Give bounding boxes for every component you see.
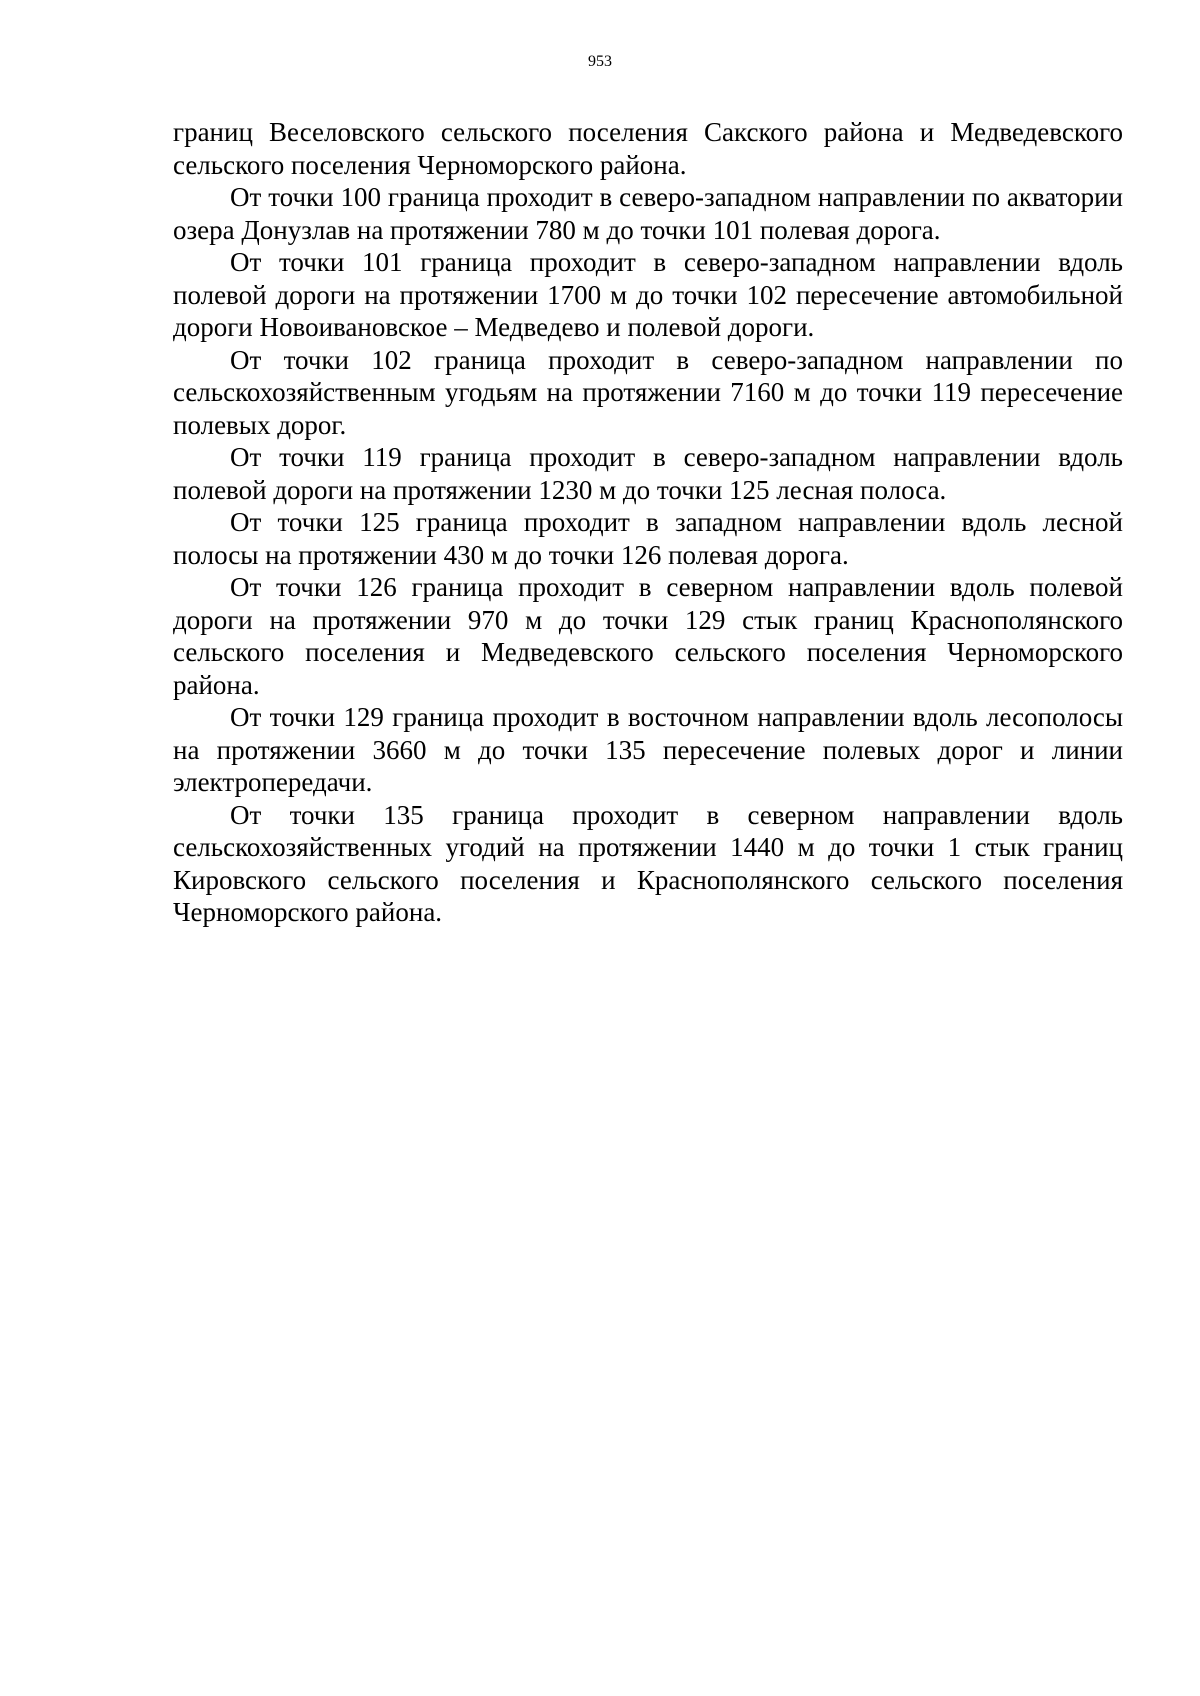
paragraph-point-135: От точки 135 граница проходит в северном направлении вдоль сельскохозяйственных угодий на протяжении 1440 м до точки 1 стык границ Кировского сельского поселения и Краснополянского сельского поселения Черноморского района. [173, 799, 1123, 927]
paragraph-point-119: От точки 119 граница проходит в северо-западном направлении вдоль полевой дороги на протяжении 1230 м до точки 125 лесная полоса. [173, 442, 1123, 505]
paragraph-point-125: От точки 125 граница проходит в западном направлении вдоль лесной полосы на протяжении 430 м до точки 126 полевая дорога. [173, 507, 1123, 570]
document-body [173, 116, 1123, 929]
paragraph-point-100: От точки 100 граница проходит в северо-западном направлении по акватории озера Донузлав на протяжении 780 м до точки 101 полевая дорога. [173, 182, 1123, 245]
paragraph-point-126: От точки 126 граница проходит в северном направлении вдоль полевой дороги на протяжении 970 м до точки 129 стык границ Краснополянского сельского поселения и Медведевского сельского поселения Черноморского района. [173, 572, 1123, 700]
paragraph-point-101: От точки 101 граница проходит в северо-западном направлении вдоль полевой дороги на протяжении 1700 м до точки 102 пересечение автомобильной дороги Новоивановское – Медведево и полевой дороги. [173, 247, 1123, 342]
paragraph-point-129: От точки 129 граница проходит в восточном направлении вдоль лесополосы на протяжении 3660 м до точки 135 пересечение полевых дорог и линии электропередачи. [173, 702, 1123, 797]
paragraph-continuation: границ Веселовского сельского поселения Сакского района и Медведевского сельского поселения Черноморского района. [173, 117, 1123, 180]
paragraph-point-102: От точки 102 граница проходит в северо-западном направлении по сельскохозяйственным угодьям на протяжении 7160 м до точки 119 пересечение полевых дорог. [173, 344, 1123, 440]
page-number: 953 [588, 53, 612, 70]
